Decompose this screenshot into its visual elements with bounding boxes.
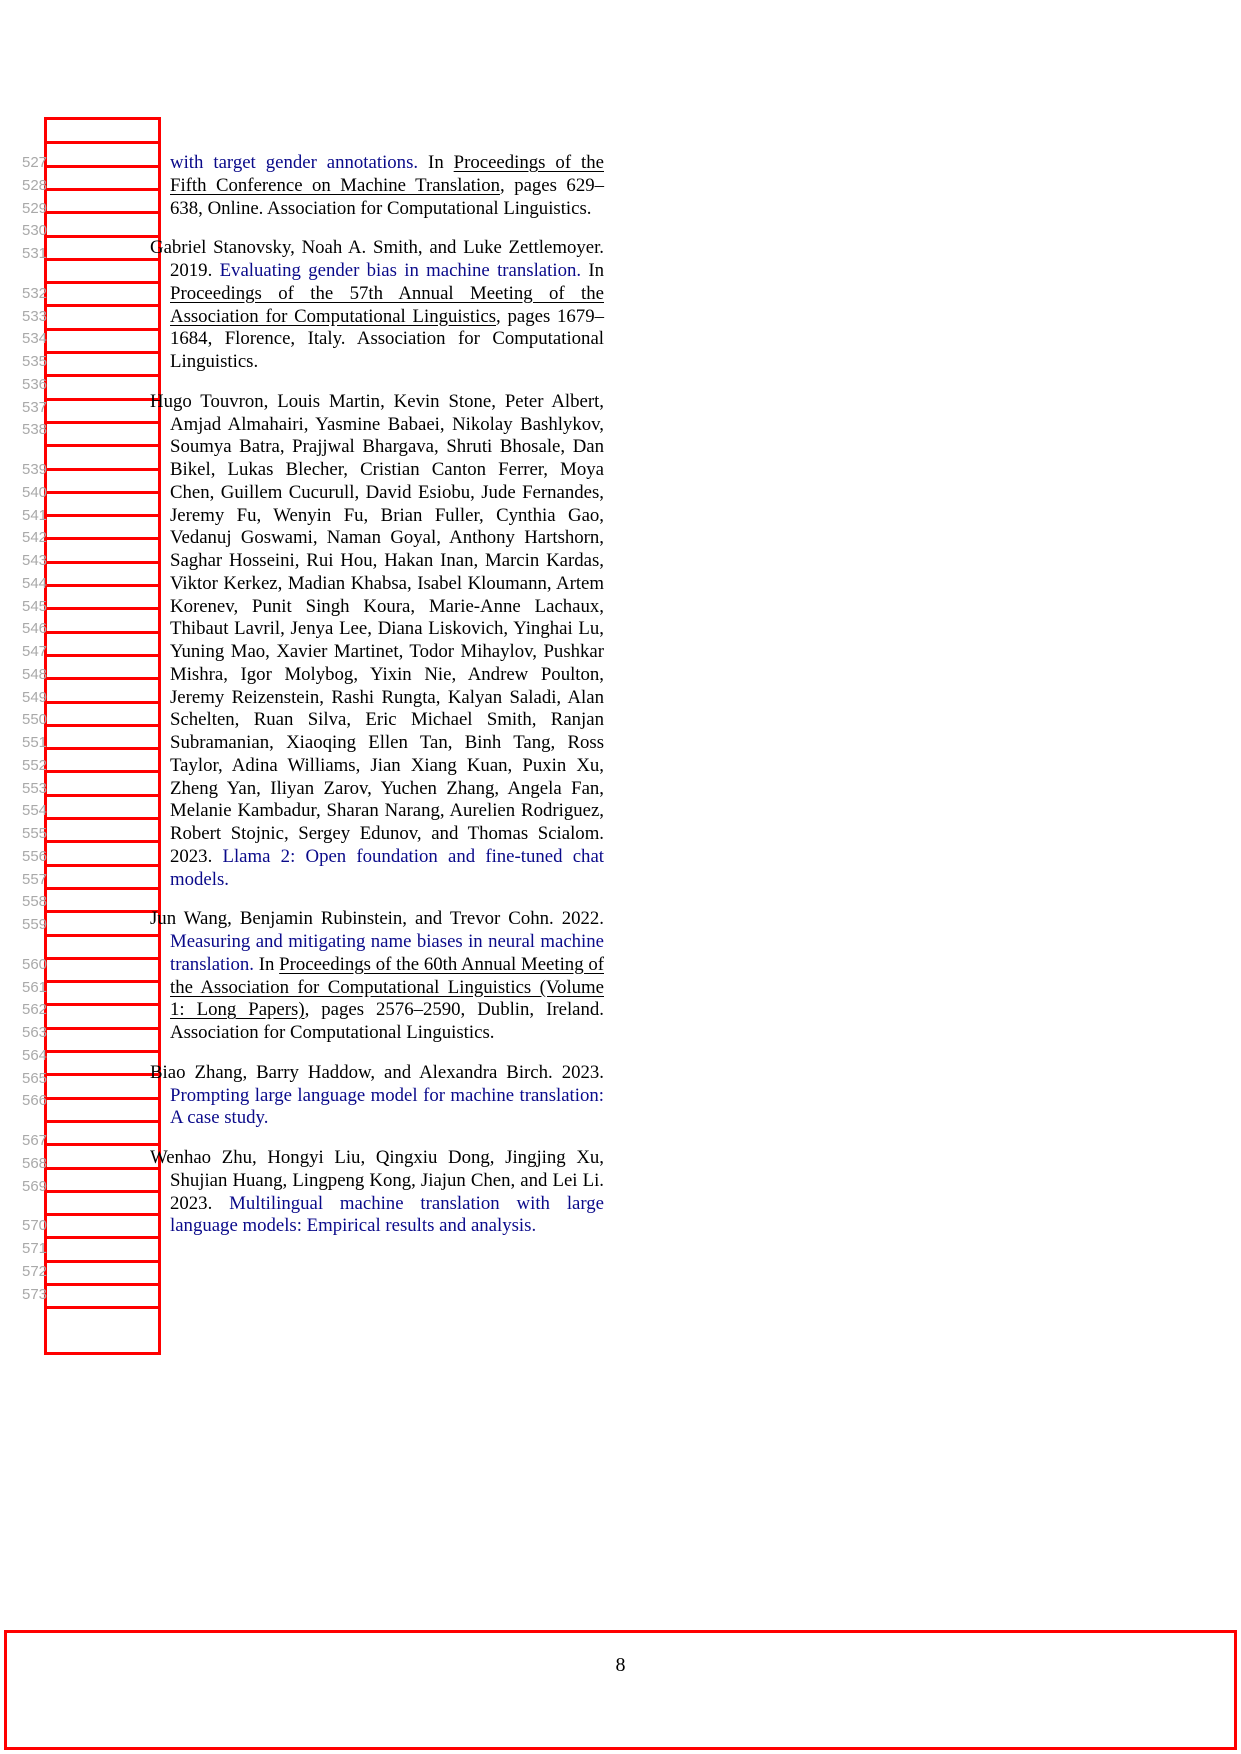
line-number: 528 <box>22 176 48 194</box>
line-number: 564 <box>22 1046 48 1064</box>
highlight-rule <box>47 980 158 983</box>
line-number: 546 <box>22 620 48 638</box>
highlight-rule <box>47 584 158 587</box>
highlight-rule <box>47 887 158 890</box>
line-number: 532 <box>22 284 48 302</box>
highlight-rule <box>47 561 158 564</box>
highlight-rule <box>47 1073 158 1076</box>
line-number: 565 <box>22 1069 48 1087</box>
highlight-rule <box>47 1260 158 1263</box>
line-number: 559 <box>22 916 48 933</box>
highlight-rule <box>47 910 158 913</box>
line-number: 554 <box>22 802 48 820</box>
line-number: 533 <box>22 307 48 325</box>
reference-title-link[interactable]: Multilingual machine translation with large language models: Empirical results and analysis. <box>170 1192 605 1237</box>
reference-authors: Biao Zhang, Barry Haddow, and Alexandra Birch. 2023. <box>150 1061 604 1083</box>
reference-title-link[interactable]: Measuring and mitigating name biases in neural machine translation. <box>170 931 604 975</box>
reference-venue: Proceedings of the 60th Annual Meeting of the Association for Computational Linguistics (Volume 1: Long Papers) <box>170 953 604 1021</box>
highlight-rule <box>47 770 158 773</box>
line-number: 571 <box>22 1240 48 1257</box>
line-number: 556 <box>22 847 48 865</box>
line-number: 560 <box>22 955 48 973</box>
highlight-rule <box>47 281 158 284</box>
line-number: 549 <box>22 688 48 706</box>
highlight-rule <box>47 817 158 820</box>
reference-entry: with target gender annotations. In Proceedings of the Fifth Conference on Machine Translation, pages 629–638, Online. Association for Computational Linguistics. <box>170 152 604 219</box>
reference-entry: Jun Wang, Benjamin Rubinstein, and Trevor Cohn. 2022. Measuring and mitigating name biases in neural machine translation. In Proceedings of the 60th Annual Meeting of the Association for Computational Linguistics (Volume 1: Long Papers), pages 2576–2590, Dublin, Ireland. Association for Computational Linguistics. <box>150 908 604 1043</box>
highlight-rule <box>47 654 158 657</box>
highlight-rule <box>47 1097 158 1100</box>
reference-entry <box>150 391 604 892</box>
line-number: 539 <box>22 461 48 478</box>
line-number: 566 <box>22 1092 48 1110</box>
line-number: 543 <box>22 552 48 569</box>
highlight-rule <box>47 631 158 634</box>
highlight-rule <box>47 141 158 144</box>
highlight-rule <box>47 840 158 843</box>
highlight-rule <box>47 1027 158 1030</box>
reference-authors: Gabriel Stanovsky, Noah A. Smith, and Luke Zettlemoyer. 2019. <box>150 237 604 281</box>
highlight-rule <box>47 1190 158 1193</box>
reference-title-link[interactable]: Llama 2: Open foundation and fine-tuned chat models. <box>170 845 604 890</box>
highlight-rule <box>47 701 158 704</box>
highlight-rule <box>47 444 158 447</box>
highlight-rule <box>47 328 158 331</box>
reference-venue: Proceedings of the 57th Annual Meeting of the Association for Computational Linguistics <box>170 282 604 327</box>
highlight-rule <box>47 537 158 540</box>
highlight-rule <box>47 491 158 494</box>
line-number: 547 <box>22 643 48 660</box>
line-number: 573 <box>22 1285 48 1303</box>
line-number: 568 <box>22 1154 48 1172</box>
line-number: 542 <box>22 529 48 547</box>
line-number: 569 <box>22 1177 48 1195</box>
line-number: 558 <box>22 893 48 911</box>
highlight-rule <box>47 235 158 238</box>
reference-entry <box>150 1147 604 1238</box>
highlight-rule <box>47 1306 158 1309</box>
page-footer-highlight <box>4 1630 1237 1750</box>
highlight-rule <box>47 957 158 960</box>
reference-title-link[interactable]: Prompting large language model for machine translation: A case study. <box>170 1084 604 1129</box>
reference-entry <box>150 1062 604 1130</box>
line-number: 537 <box>22 398 48 416</box>
line-number: 555 <box>22 825 48 842</box>
line-number: 550 <box>22 711 48 729</box>
reference-entry: Gabriel Stanovsky, Noah A. Smith, and Luke Zettlemoyer. 2019. Evaluating gender bias in machine translation. In Proceedings of the 57th Annual Meeting of the Association for Computational Linguistics, pages 1679–1684, Florence, Italy. Association for Computational Linguistics. <box>150 237 605 372</box>
line-number: 530 <box>22 222 48 240</box>
highlight-rule <box>47 794 158 797</box>
highlight-rule <box>47 1167 158 1170</box>
line-number: 572 <box>22 1262 48 1280</box>
highlight-rule <box>47 724 158 727</box>
reference-venue: Proceedings of the Fifth Conference on Machine Translation <box>170 152 604 196</box>
line-number-column-highlight <box>44 117 161 1355</box>
highlight-rule <box>47 304 158 307</box>
line-number: 561 <box>22 978 48 996</box>
highlight-rule <box>47 1283 158 1286</box>
line-number: 534 <box>22 330 48 348</box>
line-number: 567 <box>22 1132 48 1149</box>
highlight-rule <box>47 864 158 867</box>
highlight-rule <box>47 677 158 680</box>
line-number: 540 <box>22 483 48 501</box>
highlight-rule <box>47 398 158 401</box>
highlight-rule <box>47 1003 158 1006</box>
reference-title-link[interactable]: Evaluating gender bias in machine translation. <box>219 260 582 281</box>
highlight-rule <box>47 607 158 610</box>
line-number: 544 <box>22 574 48 592</box>
highlight-rule <box>47 1143 158 1146</box>
highlight-rule <box>47 934 158 937</box>
line-number: 529 <box>22 199 48 217</box>
highlight-rule <box>47 1236 158 1239</box>
highlight-rule <box>47 211 158 214</box>
line-number: 538 <box>22 421 48 439</box>
reference-title-link[interactable]: with target gender annotations. <box>170 152 419 173</box>
line-number: 535 <box>22 353 48 370</box>
line-number: 541 <box>22 506 48 524</box>
line-number: 563 <box>22 1024 48 1041</box>
references-list <box>150 152 604 1255</box>
reference-authors: Hugo Touvron, Louis Martin, Kevin Stone, Peter Albert, Amjad Almahairi, Yasmine Babaei, Nikolay Bashlykov, Soumya Batra, Prajjwal Bhargava, Shruti Bhosale, Dan Bikel, Lukas Blecher, Cristian Canton Ferrer, Moya Chen, Guillem Cucurull, David Esiobu, Jude Fernandes, Jeremy Fu, Wenyin Fu, Brian Fuller, Cynthia Gao, Vedanuj Goswami, Naman Goyal, Anthony Hartshorn, Saghar Hosseini, Rui Hou, Hakan Inan, Marcin Kardas, Viktor Kerkez, Madian Khabsa, Isabel Kloumann, Artem Korenev, Punit Singh Koura, Marie-Anne Lachaux, Thibaut Lavril, Jenya Lee, Diana Liskovich, Yinghai Lu, Yuning Mao, Xavier Martinet, Todor Mihaylov, Pushkar Mishra, Igor Molybog, Yixin Nie, Andrew Poulton, Jeremy Reizenstein, Rashi Rungta, Kalyan Saladi, Alan Schelten, Ruan Silva, Eric Michael Smith, Ranjan Subramanian, Xiaoqing Ellen Tan, Binh Tang, Ross Taylor, Adina Williams, Jian Xiang Kuan, Puxin Xu, Zheng Yan, Iliyan Zarov, Yuchen Zhang, Angela Fan, Melanie Kambadur, Sharan Narang, Aurelien Rodriguez, Robert Stojnic, Sergey Edunov, and Thomas Scialom. 2023. <box>150 390 604 867</box>
highlight-rule <box>47 1120 158 1123</box>
highlight-rule <box>47 351 158 354</box>
highlight-rule <box>47 514 158 517</box>
reference-authors: Wenhao Zhu, Hongyi Liu, Qingxiu Dong, Jingjing Xu, Shujian Huang, Lingpeng Kong, Jiajun Chen, and Lei Li. 2023. <box>150 1147 604 1214</box>
reference-authors: Jun Wang, Benjamin Rubinstein, and Trevor Cohn. 2022. <box>150 908 604 930</box>
highlight-rule <box>47 421 158 424</box>
line-number: 536 <box>22 375 48 393</box>
line-number: 531 <box>22 245 48 262</box>
page-number: 8 <box>615 1654 626 1676</box>
line-number: 553 <box>22 779 48 797</box>
line-number: 548 <box>22 665 48 683</box>
highlight-rule <box>47 374 158 377</box>
highlight-rule <box>47 747 158 750</box>
line-number: 527 <box>22 154 48 171</box>
line-number: 570 <box>22 1217 48 1235</box>
highlight-rule <box>47 468 158 471</box>
highlight-rule <box>47 188 158 191</box>
line-number: 551 <box>22 734 48 751</box>
highlight-rule <box>47 165 158 168</box>
line-number: 557 <box>22 870 48 888</box>
line-number: 552 <box>22 756 48 774</box>
highlight-rule <box>47 258 158 261</box>
highlight-rule <box>47 1213 158 1216</box>
line-number: 545 <box>22 597 48 615</box>
line-number: 562 <box>22 1001 48 1019</box>
highlight-rule <box>47 1050 158 1053</box>
